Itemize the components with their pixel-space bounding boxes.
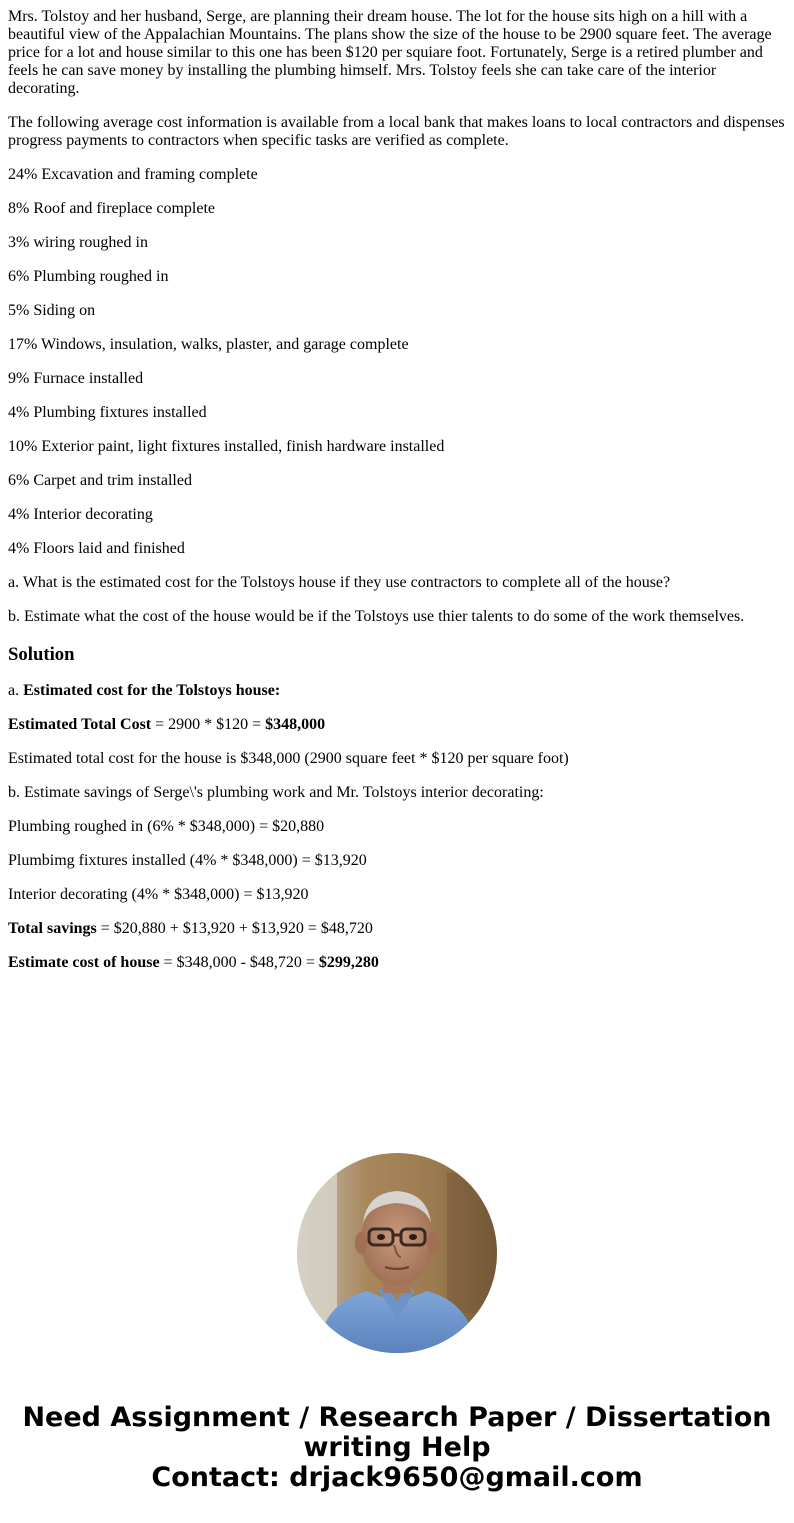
estimate-cost-expr: = $348,000 - $48,720 = [159, 954, 319, 971]
cost-item: 10% Exterior paint, light fixtures installed, finish hardware installed [8, 438, 445, 455]
estimate-cost-value: $299,280 [318, 954, 379, 971]
author-avatar [297, 1153, 497, 1353]
promo-banner [0, 1403, 794, 1493]
estimated-total-expr: = 2900 * $120 = [151, 716, 266, 733]
cost-item: 5% Siding on [8, 302, 96, 319]
estimated-total-note: Estimated total cost for the house is $348,000 (2900 square feet * $120 per square foot) [8, 750, 569, 767]
promo-line-1: Need Assignment / Research Paper / Dissertation [22, 1402, 772, 1433]
total-savings [8, 920, 786, 938]
estimated-total-value: $348,000 [265, 716, 326, 733]
total-savings-expr: = $20,880 + $13,920 + $13,920 = $48,720 [96, 920, 373, 937]
problem-intro: Mrs. Tolstoy and her husband, Serge, are planning their dream house. The lot for the house sits high on a hill with a beautiful view of the Appalachian Mountains. The plans show the size of the house to be 2900 square feet. The average price for a lot and house similar to this one has been $120 per squiare foot. Fortunately, Serge is a retired plumber and feels he can save money by installing the plumbing himself. Mrs. Tolstoy feels she can take care of the interior decorating. [8, 8, 772, 97]
avatar-illustration [297, 1153, 497, 1353]
cost-item: 4% Plumbing fixtures installed [8, 404, 207, 421]
savings-item: Plumbing roughed in (6% * $348,000) = $20,880 [8, 818, 325, 835]
promo-contact: Contact: drjack9650@gmail.com [151, 1462, 643, 1493]
cost-item: 9% Furnace installed [8, 370, 144, 387]
cost-item: 6% Plumbing roughed in [8, 268, 169, 285]
question-a: a. What is the estimated cost for the Tolstoys house if they use contractors to complete all of the house? [8, 574, 671, 591]
estimated-total-label: Estimated Total Cost [8, 716, 152, 733]
estimated-total-cost [8, 716, 786, 734]
cost-item: 3% wiring roughed in [8, 234, 148, 251]
solution-a-title [8, 682, 786, 700]
total-savings-label: Total savings [8, 920, 97, 937]
cost-item: 17% Windows, insulation, walks, plaster, and garage complete [8, 336, 409, 353]
cost-item: 6% Carpet and trim installed [8, 472, 192, 489]
estimate-cost [8, 954, 786, 972]
question-b: b. Estimate what the cost of the house would be if the Tolstoys use thier talents to do some of the work themselves. [8, 608, 745, 625]
cost-item: 4% Floors laid and finished [8, 540, 185, 557]
cost-item: 8% Roof and fireplace complete [8, 200, 216, 217]
solution-a-title-text: Estimated cost for the Tolstoys house: [23, 682, 281, 699]
cost-item: 24% Excavation and framing complete [8, 166, 258, 183]
savings-item: Interior decorating (4% * $348,000) = $13,920 [8, 886, 309, 903]
solution-a-prefix: a. [8, 682, 24, 699]
cost-item: 4% Interior decorating [8, 506, 153, 523]
problem-bank-info: The following average cost information is available from a local bank that makes loans to local contractors and dispenses progress payments to contractors when specific tasks are verified as complete. [8, 114, 785, 149]
solution-b-intro: b. Estimate savings of Serge\'s plumbing work and Mr. Tolstoys interior decorating: [8, 784, 544, 801]
estimate-cost-label: Estimate cost of house [8, 954, 160, 971]
solution-heading: Solution [8, 644, 75, 665]
promo-line-2: writing Help [303, 1432, 491, 1463]
savings-item: Plumbimg fixtures installed (4% * $348,000) = $13,920 [8, 852, 367, 869]
